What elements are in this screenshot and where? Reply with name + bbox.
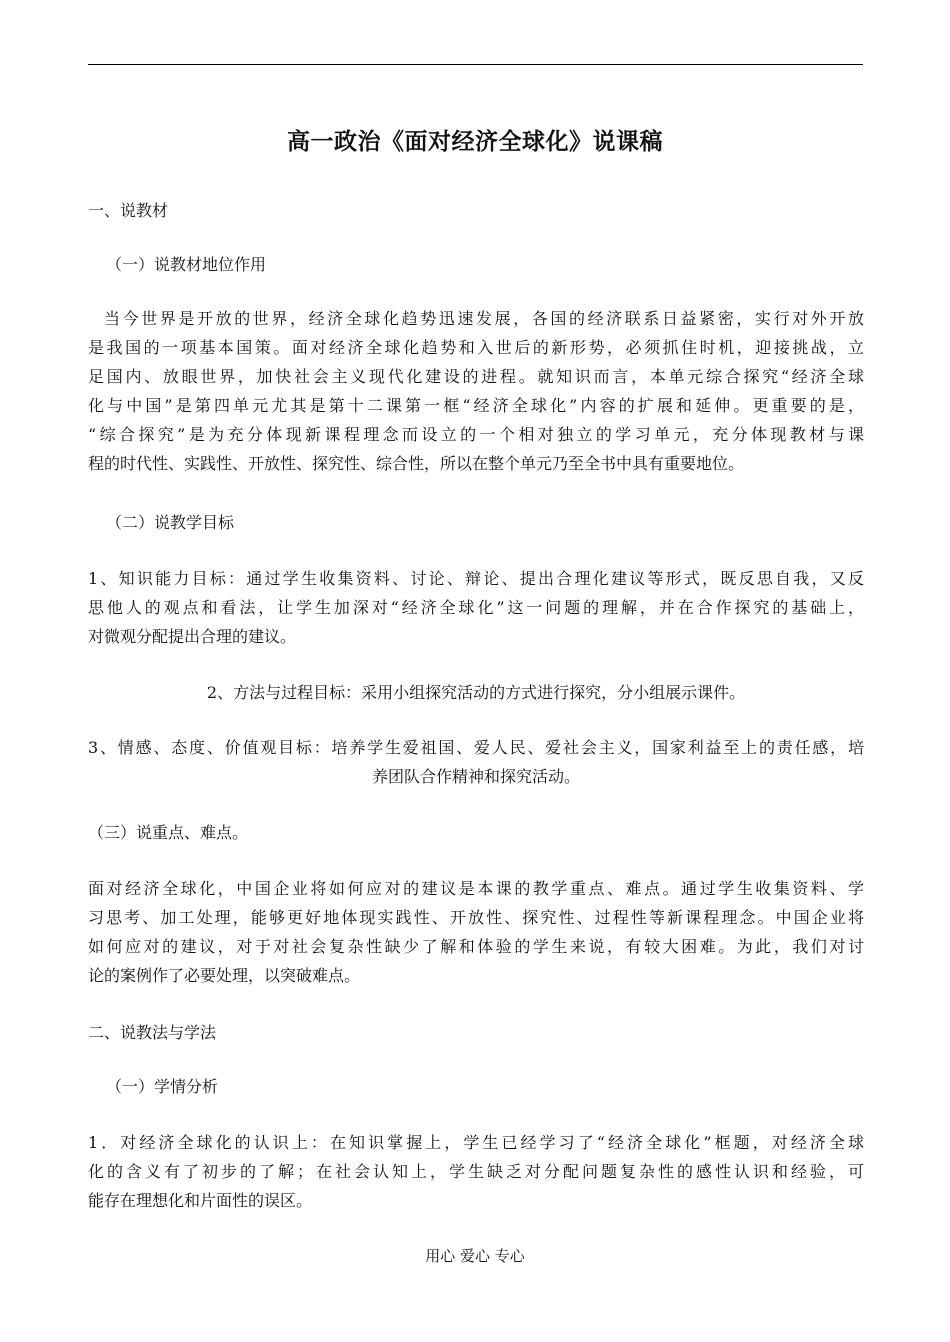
paragraph-line: 程的时代性、实践性、开放性、探究性、综合性，所以在整个单元乃至全书中具有重要地位。 [88,454,745,473]
paragraph-goal-emotion [88,733,864,791]
section-heading-2 [88,1018,864,1047]
paragraph-line: 论的案例作了必要处理，以突破难点。 [88,966,361,985]
subsection-heading-1-3 [88,818,864,847]
subsection-heading-1-1 [88,250,882,279]
section-heading-1 [88,196,864,225]
section-heading-text: 一、说教材 [88,201,169,220]
paragraph-goal-knowledge [88,564,864,651]
paragraph-line: 是我国的一项基本国策。面对经济全球化趋势和入世后的新形势，必须抓住时机，迎接挑战，立 [88,338,864,357]
subsection-heading-text: （一）说教材地位作用 [106,255,267,274]
paragraph-line: 能存在理想化和片面性的误区。 [88,1191,313,1210]
paragraph-line: “综合探究”是为充分体现新课程理念而设立的一个相对独立的学习单元，充分体现教材与课 [88,425,864,444]
paragraph-line: 面对经济全球化，中国企业将如何应对的建议是本课的教学重点、难点。通过学生收集资料、学 [88,879,864,898]
paragraph-line: 思他人的观点和看法，让学生加深对“经济全球化”这一问题的理解，并在合作探究的基础上， [88,598,864,617]
paragraph-learner-analysis [88,1128,864,1215]
paragraph-line: 习思考、加工处理，能够更好地体现实践性、开放性、探究性、过程性等新课程理念。中国企业将 [88,908,864,927]
subsection-heading-2-1 [88,1072,882,1101]
paragraph-line: 当今世界是开放的世界，经济全球化趋势迅速发展，各国的经济联系日益紧密，实行对外开放 [104,309,864,328]
paragraph-material-role [88,304,864,478]
document-title: 高一政治《面对经济全球化》说课稿 [287,128,663,155]
subsection-heading-text: （一）学情分析 [106,1077,219,1096]
paragraph-line: 化与中国”是第四单元尤其是第十二课第一框“经济全球化”内容的扩展和延伸。更重要的是， [88,396,864,415]
paragraph-line: 养团队合作精神和探究活动。 [371,767,580,786]
section-heading-text: 二、说教法与学法 [88,1023,217,1042]
paragraph-line: 2、方法与过程目标：采用小组探究活动的方式进行探究，分小组展示课件。 [206,683,746,702]
paragraph-line: 对微观分配提出合理的建议。 [88,627,297,646]
paragraph-key-points [88,874,864,990]
subsection-heading-text: （二）说教学目标 [106,513,235,532]
paragraph-line: 3、情感、态度、价值观目标：培养学生爱祖国、爱人民、爱社会主义，国家利益至上的责任感，培 [88,738,864,757]
page-footer: 用心 爱心 专心 [425,1247,525,1265]
paragraph-line: 化的含义有了初步的了解；在社会认知上，学生缺乏对分配问题复杂性的感性认识和经验，可 [88,1162,864,1181]
paragraph-line: 1．对经济全球化的认识上：在知识掌握上，学生已经学习了“经济全球化”框题，对经济全球 [88,1133,864,1152]
paragraph-line: 1、知识能力目标：通过学生收集资料、讨论、辩论、提出合理化建议等形式，既反思自我，又反 [88,569,864,588]
paragraph-goal-method [88,678,864,707]
subsection-heading-text: （三）说重点、难点。 [88,823,249,842]
subsection-heading-1-2 [88,508,882,537]
paragraph-line: 足国内、放眼世界，加快社会主义现代化建设的进程。就知识而言，本单元综合探究“经济全球 [88,367,864,386]
paragraph-line: 如何应对的建议，对于对社会复杂性缺少了解和体验的学生来说，有较大困难。为此，我们对讨 [88,937,864,956]
header-rule [88,64,863,65]
